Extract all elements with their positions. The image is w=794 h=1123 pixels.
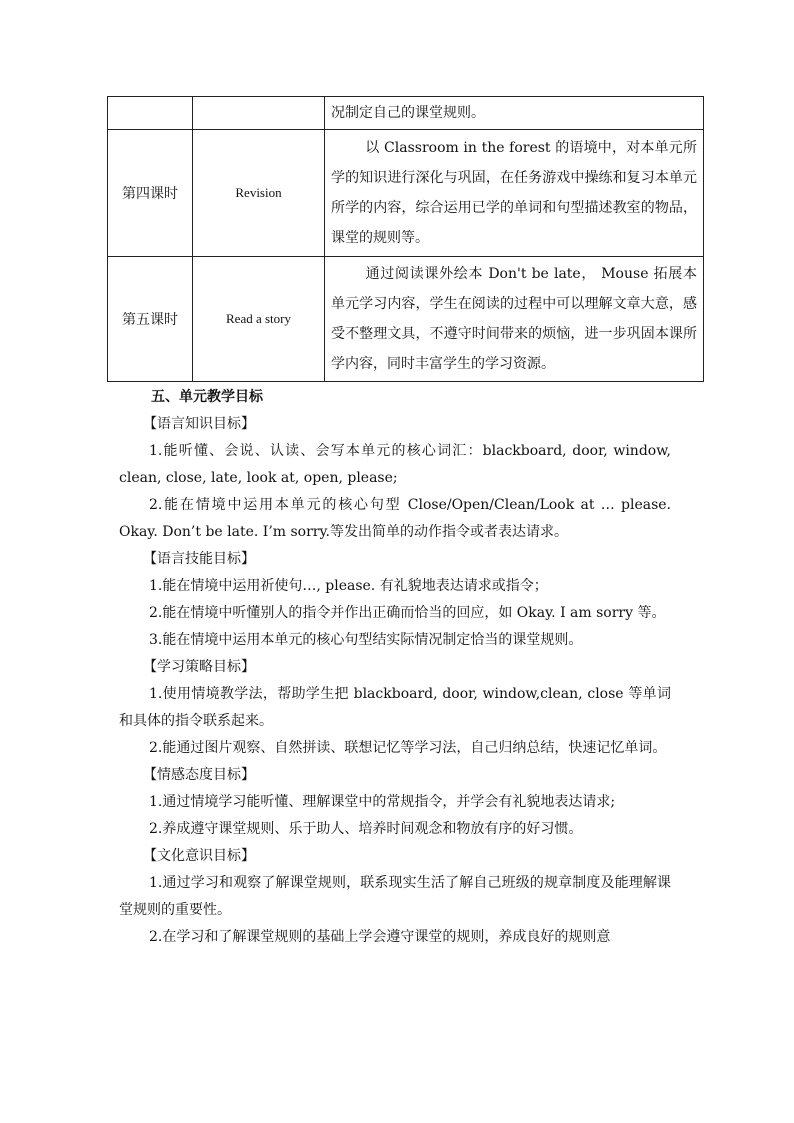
lesson-cell: 第五课时 bbox=[108, 257, 193, 382]
description-text: 通过阅读课外绘本 Don't be late， Mouse 拓展本单元学习内容，学生在阅读的过程中可以理解文章大意，感受不整理文具，不遵守时间带来的烦恼，进一步巩固本课所学内容，同时丰富学生的学习资源。 bbox=[331, 266, 697, 372]
objectives-section bbox=[119, 384, 671, 951]
table-row bbox=[108, 257, 704, 382]
paragraph: 1.通过情境学习能听懂、理解课堂中的常规指令，并学会有礼貌地表达请求; bbox=[149, 794, 616, 810]
paragraph: 2.在学习和了解课堂规则的基础上学会遵守课堂的规则，养成良好的规则意 bbox=[149, 929, 611, 945]
paragraph: 3.能在情境中运用本单元的核心句型结实际情况制定恰当的课堂规则。 bbox=[149, 632, 583, 648]
paragraph: 1.使用情境教学法，帮助学生把 blackboard, door, window,clean, close 等单词和具体的指令联系起来。 bbox=[119, 686, 671, 729]
table-row bbox=[108, 130, 704, 257]
paragraph: 1.能在情境中运用祈使句…, please. 有礼貌地表达请求或指令； bbox=[149, 578, 548, 594]
paragraph: 1.通过学习和观察了解课堂规则，联系现实生活了解自己班级的规章制度及能理解课堂规则的重要性。 bbox=[119, 875, 671, 918]
section-title: 五、单元教学目标 bbox=[151, 389, 263, 405]
paragraph: 2.养成遵守课堂规则、乐于助人、培养时间观念和物放有序的好习惯。 bbox=[149, 821, 583, 837]
paragraph: 1.能听懂、会说、认读、会写本单元的核心词汇：blackboard, door, window, clean, close, late, look at, open, please; bbox=[119, 443, 671, 486]
paragraph: 2.能在情境中听懂别人的指令并作出正确而恰当的回应，如 Okay. I am sorry 等。 bbox=[149, 605, 666, 621]
description-cell bbox=[325, 257, 704, 382]
subsection-heading: 【语言知识目标】 bbox=[143, 416, 255, 432]
lesson-cell: 第四课时 bbox=[108, 130, 193, 257]
subsection-heading: 【学习策略目标】 bbox=[143, 659, 255, 675]
type-cell bbox=[193, 97, 325, 130]
paragraph: 2.能通过图片观察、自然拼读、联想记忆等学习法，自己归纳总结，快速记忆单词。 bbox=[149, 740, 667, 756]
description-cell bbox=[325, 130, 704, 257]
description-text: 况制定自己的课堂规则。 bbox=[331, 105, 485, 121]
subsection-heading: 【文化意识目标】 bbox=[143, 848, 255, 864]
lesson-table bbox=[107, 96, 704, 382]
description-text: 以 Classroom in the forest 的语境中，对本单元所学的知识进行深化与巩固，在任务游戏中操练和复习本单元所学的内容，综合运用已学的单词和句型描述教室的物品，课堂的规则等。 bbox=[331, 140, 697, 246]
subsection-heading: 【情感态度目标】 bbox=[143, 767, 255, 783]
type-cell: Revision bbox=[193, 130, 325, 257]
table-row bbox=[108, 97, 704, 130]
paragraph: 2.能在情境中运用本单元的核心句型 Close/Open/Clean/Look at … please. Okay. Don’t be late. I’m sorry.等发出简单的动作指令或者表达请求。 bbox=[119, 497, 671, 540]
description-cell bbox=[325, 97, 704, 130]
subsection-heading: 【语言技能目标】 bbox=[143, 551, 255, 567]
lesson-cell bbox=[108, 97, 193, 130]
type-cell: Read a story bbox=[193, 257, 325, 382]
